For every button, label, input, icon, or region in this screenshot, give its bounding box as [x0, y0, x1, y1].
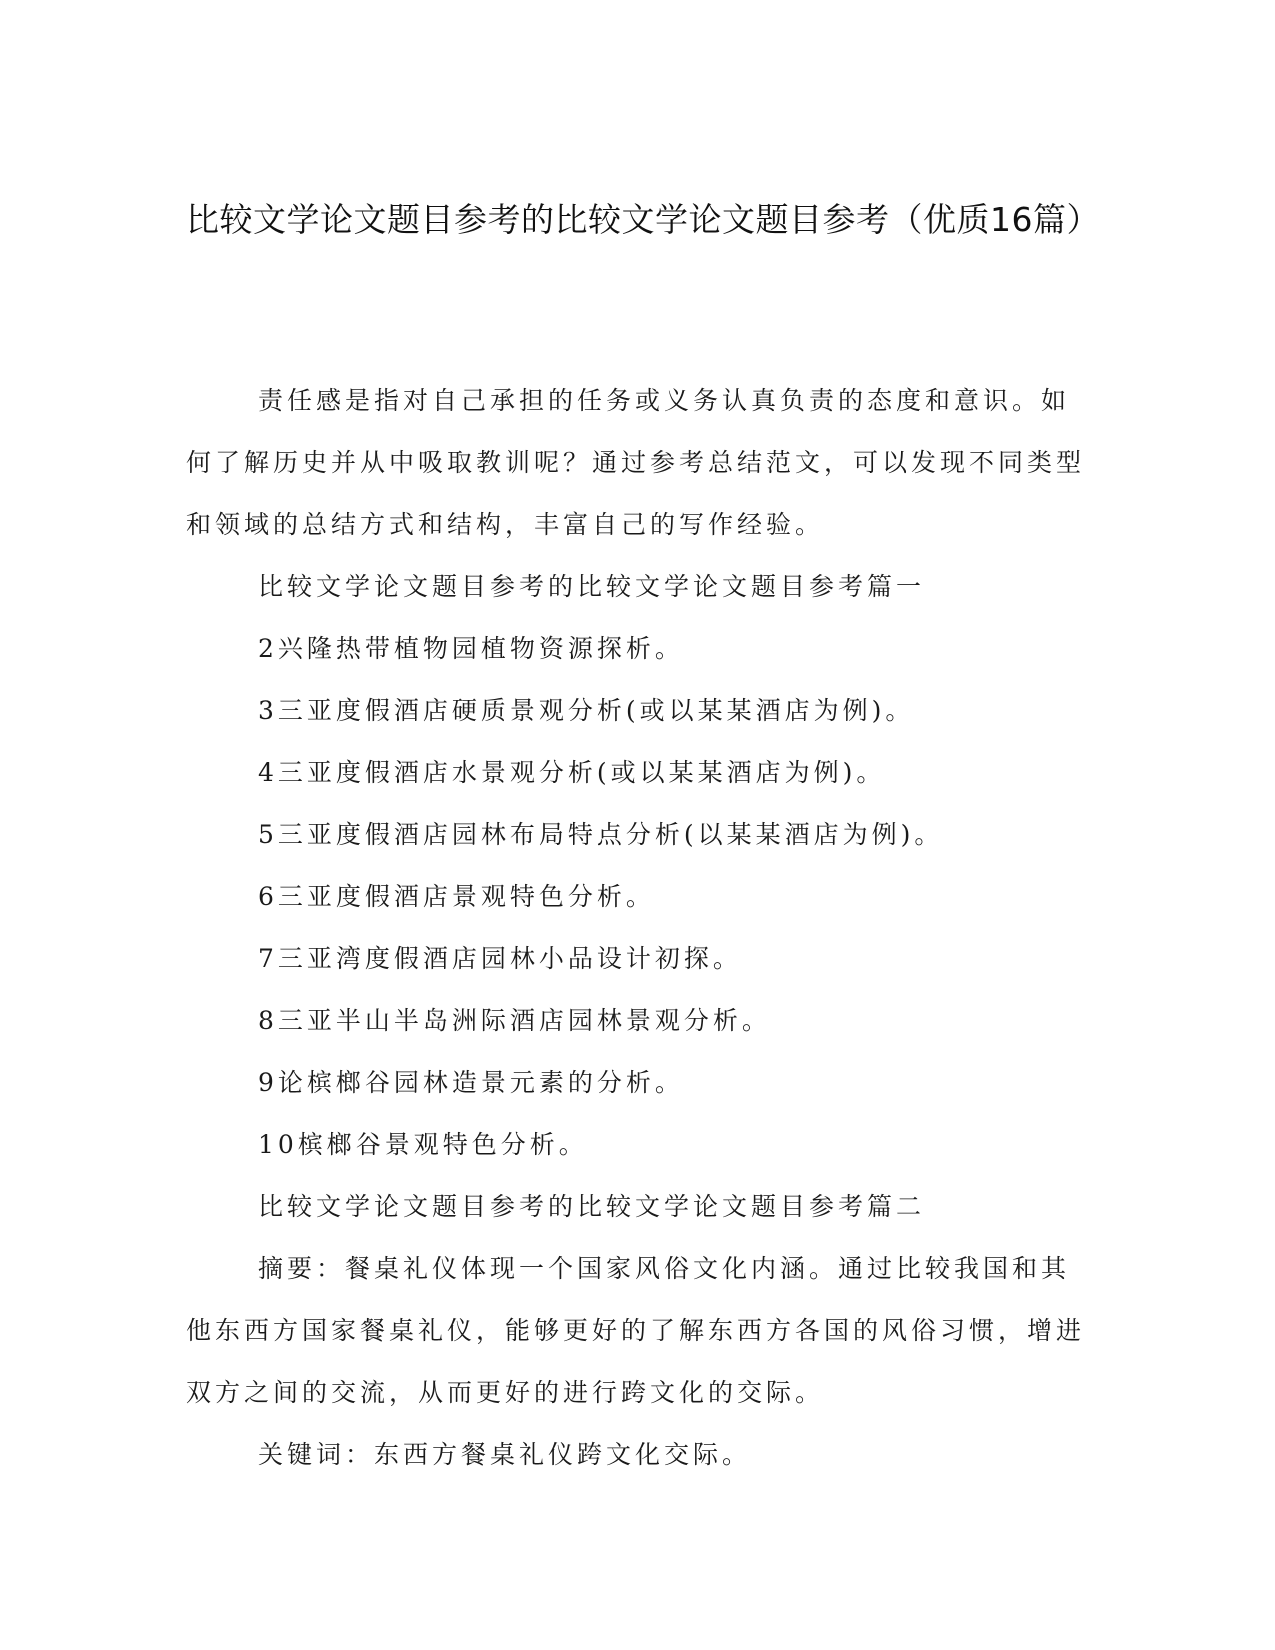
list-item: 6三亚度假酒店景观特色分析。 [258, 882, 655, 911]
section-heading-2: 比较文学论文题目参考的比较文学论文题目参考篇二 [258, 1192, 926, 1221]
list-item: 3三亚度假酒店硬质景观分析(或以某某酒店为例)。 [258, 696, 915, 725]
keywords-paragraph: 关键词：东西方餐桌礼仪跨文化交际。 [258, 1440, 752, 1469]
list-item: 4三亚度假酒店水景观分析(或以某某酒店为例)。 [258, 758, 886, 787]
abstract-paragraph: 摘要：餐桌礼仪体现一个国家风俗文化内涵。通过比较我国和其他东西方国家餐桌礼仪，能够更好的了解东西方各国的风俗习惯，增进双方之间的交流，从而更好的进行跨文化的交际。 [186, 1254, 1086, 1407]
list-item: 2兴隆热带植物园植物资源探析。 [258, 634, 684, 663]
intro-paragraph: 责任感是指对自己承担的任务或义务认真负责的态度和意识。如何了解历史并从中吸取教训呢？通过参考总结范文，可以发现不同类型和领域的总结方式和结构，丰富自己的写作经验。 [186, 386, 1086, 539]
section-heading-1: 比较文学论文题目参考的比较文学论文题目参考篇一 [258, 572, 926, 601]
list-item: 10槟榔谷景观特色分析。 [258, 1130, 588, 1159]
list-item: 7三亚湾度假酒店园林小品设计初探。 [258, 944, 742, 973]
list-item: 9论槟榔谷园林造景元素的分析。 [258, 1068, 684, 1097]
document-body [186, 370, 1086, 1486]
list-item: 5三亚度假酒店园林布局特点分析(以某某酒店为例)。 [258, 820, 944, 849]
list-item: 8三亚半山半岛洲际酒店园林景观分析。 [258, 1006, 771, 1035]
document-title: 比较文学论文题目参考的比较文学论文题目参考（优质16篇） [186, 200, 1100, 239]
